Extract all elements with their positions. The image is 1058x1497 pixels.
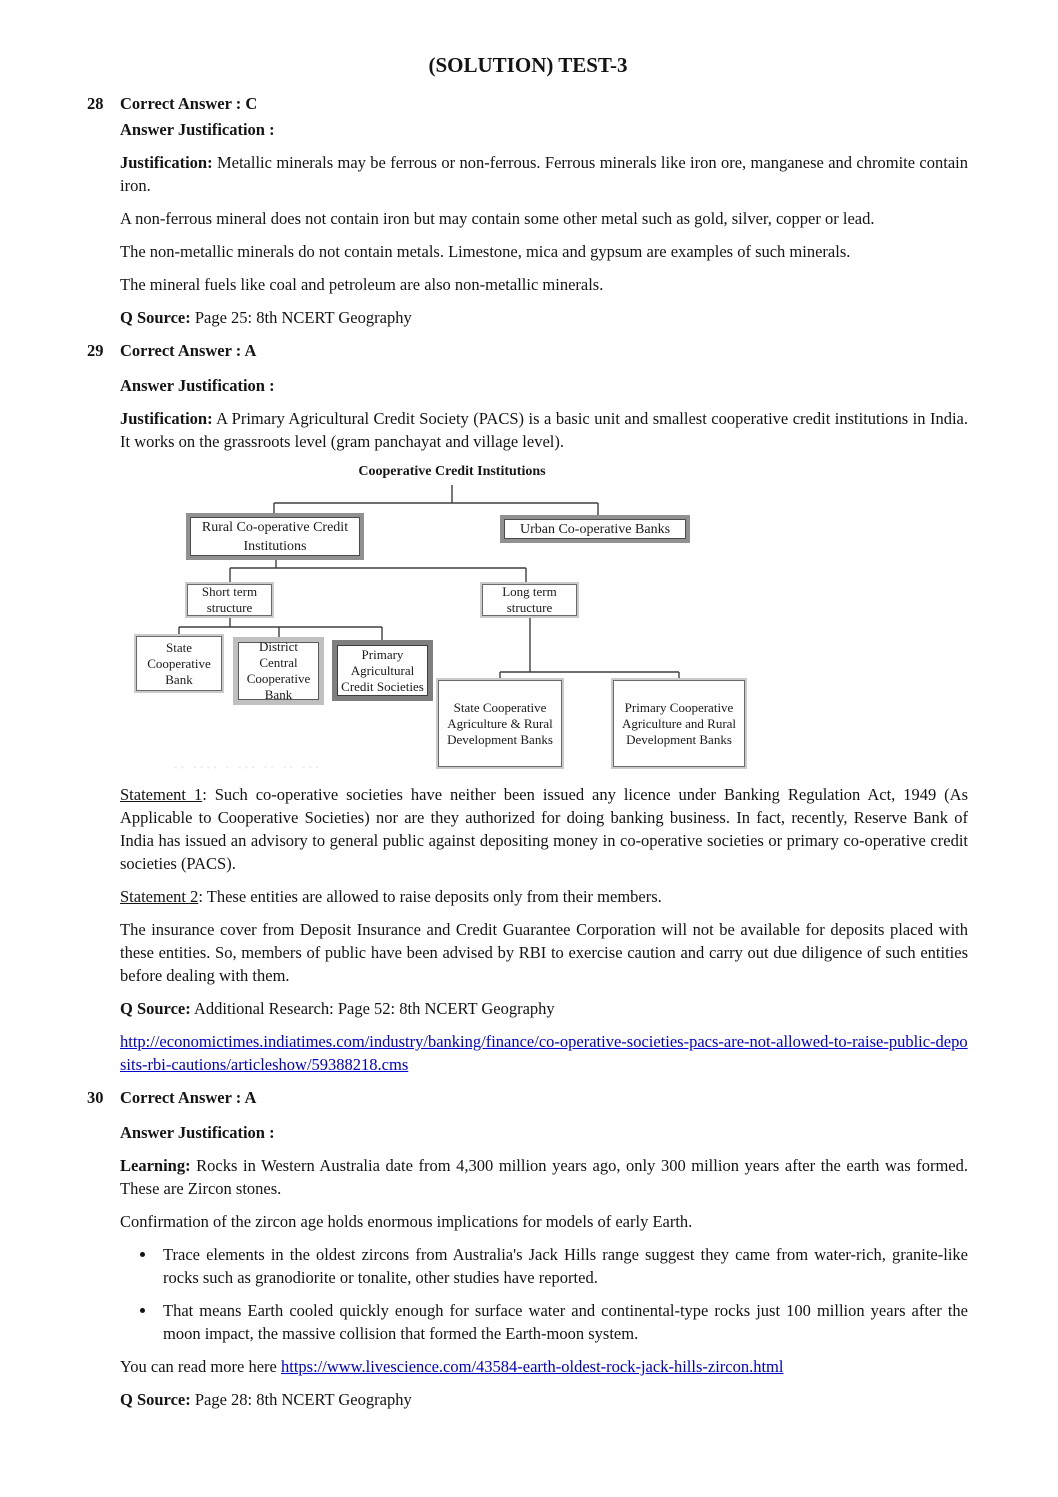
q-source-line [120, 1388, 968, 1411]
correct-answer-heading: Correct Answer : C [120, 94, 258, 113]
question-30-block [87, 1086, 968, 1411]
diagram-node-long-term [482, 584, 577, 616]
statement-1-paragraph [120, 783, 968, 875]
paragraph-text: Rocks in Western Australia date from 4,300 million years ago, only 300 million years after the earth was formed. These are Zircon stones. [120, 1156, 968, 1198]
body-paragraph [120, 207, 968, 230]
node-label: Short term structure [201, 584, 258, 615]
node-label: Rural Co-operative Credit Institutions [201, 519, 349, 554]
paragraph-text: Confirmation of the zircon age holds enormous implications for models of early Earth. [120, 1212, 693, 1231]
node-label: District Central Cooperative Bank [246, 639, 311, 702]
answer-justification-heading: Answer Justification : [120, 120, 275, 139]
q-source-text: Additional Research: Page 52: 8th NCERT Geography [190, 999, 555, 1018]
diagram-node-short-term [187, 584, 272, 616]
paragraph-text: The insurance cover from Deposit Insurance and Credit Guarantee Corporation will not be available for deposits placed with these entities. So, members of public have been advised by RBI to exercise caution and carry out due diligence of such entities before dealing with them. [120, 920, 968, 985]
bullet-item: • Trace elements in the oldest zircons from Australia's Jack Hills range suggest they came from water-rich, granite-like rocks such as granodiorite or tonalite, other studies have reported. [157, 1243, 968, 1289]
node-label: Long term structure [502, 584, 557, 615]
page-title: (SOLUTION) TEST-3 [428, 53, 628, 77]
body-paragraph [120, 1210, 968, 1233]
question-29-block [87, 339, 969, 1076]
justification-paragraph [120, 151, 968, 197]
diagram-node-primary-coop-agri-rural-dev-banks [613, 680, 745, 767]
answer-justification-heading: Answer Justification : [120, 1123, 275, 1142]
paragraph-text: Metallic minerals may be ferrous or non-ferrous. Ferrous minerals like iron ore, manganese and chromite contain iron. [120, 153, 968, 195]
statement-1-text: : Such co-operative societies have neither been issued any licence under Banking Regulation Act, 1949 (As Applicable to Cooperative Societies) nor are they authorized for doing banking business. In fact, recently, Reserve Bank of India has issued an advisory to general public against depositing money in co-operative societies or primary co-operative credit societies (PACS). [120, 785, 969, 873]
q-source-label: Q Source: [120, 1390, 191, 1409]
q-source-text: Page 28: 8th NCERT Geography [190, 1390, 412, 1409]
diagram-node-rural-cooperative [186, 513, 364, 560]
zircon-bullet-list [120, 1243, 968, 1345]
livescience-link[interactable]: https://www.livescience.com/43584-earth-oldest-rock-jack-hills-zircon.html [280, 1357, 784, 1376]
question-number: 29 [87, 341, 104, 360]
paragraph-text: The non-metallic minerals do not contain metals. Limestone, mica and gypsum are examples of such minerals. [120, 242, 851, 261]
justification-paragraph [120, 407, 968, 453]
diagram-faded-caption: ·· ···· · ··· ·· ·· ··· [174, 762, 322, 774]
node-label: Urban Co-operative Banks [519, 521, 671, 537]
paragraph-text: A Primary Agricultural Credit Society (PACS) is a basic unit and smallest cooperative credit institutions in India. It works on the grassroots level (gram panchayat and village level). [120, 409, 968, 451]
reference-link-paragraph [120, 1030, 968, 1076]
paragraph-text: The mineral fuels like coal and petroleum are also non-metallic minerals. [120, 275, 604, 294]
q-source-text: Page 25: 8th NCERT Geography [190, 308, 412, 327]
body-paragraph [120, 273, 968, 296]
learning-paragraph [120, 1154, 968, 1200]
statement-1-label: Statement 1 [120, 785, 203, 804]
statement-2-label: Statement 2 [120, 887, 199, 906]
insurance-paragraph [120, 918, 968, 987]
node-label: State Cooperative Agriculture & Rural Development Banks [447, 699, 553, 747]
diagram-node-state-cooperative-bank [136, 636, 222, 691]
economictimes-link[interactable]: http://economictimes.indiatimes.com/industry/banking/finance/co-operative-societies-pacs-are-not-allowed-to-raise-public-deposits-rbi-cautions/articleshow/59388218.cms [120, 1032, 968, 1074]
node-label: Primary Cooperative Agriculture and Rural Development Banks [621, 699, 737, 747]
body-paragraph [120, 240, 968, 263]
statement-2-text: : These entities are allowed to raise deposits only from their members. [198, 887, 662, 906]
q-source-line [120, 306, 968, 329]
paragraph-lead: Justification: [120, 153, 213, 172]
q-source-line [120, 997, 968, 1020]
diagram-node-urban-cooperative [500, 515, 690, 543]
bullet-item: • That means Earth cooled quickly enough for surface water and continental-type rocks just 100 million years after the moon impact, the massive collision that formed the Earth-moon system. [157, 1299, 968, 1345]
read-more-line [120, 1355, 968, 1378]
diagram-node-district-central-cooperative-bank [233, 637, 324, 705]
statement-2-paragraph [120, 885, 968, 908]
diagram-root-label: Cooperative Credit Institutions [358, 464, 546, 479]
question-number: 28 [87, 94, 104, 113]
answer-justification-heading: Answer Justification : [120, 376, 275, 395]
correct-answer-heading: Correct Answer : A [120, 341, 257, 360]
node-label: State Cooperative Bank [147, 639, 211, 687]
q-source-label: Q Source: [120, 308, 191, 327]
q-source-label: Q Source: [120, 999, 191, 1018]
question-number: 30 [87, 1088, 104, 1107]
diagram-node-state-coop-agri-rural-dev-banks [438, 680, 562, 767]
paragraph-text: A non-ferrous mineral does not contain iron but may contain some other metal such as gold, silver, copper or lead. [120, 209, 875, 228]
read-more-text: You can read more here [120, 1357, 281, 1376]
paragraph-lead: Learning: [120, 1156, 191, 1175]
diagram-node-primary-agricultural-credit-societies [332, 640, 433, 701]
node-label: Primary Agricultural Credit Societies [341, 646, 424, 694]
question-28-block [87, 92, 968, 329]
paragraph-lead: Justification: [120, 409, 213, 428]
correct-answer-heading: Correct Answer : A [120, 1088, 257, 1107]
cooperative-credit-diagram [130, 461, 770, 773]
